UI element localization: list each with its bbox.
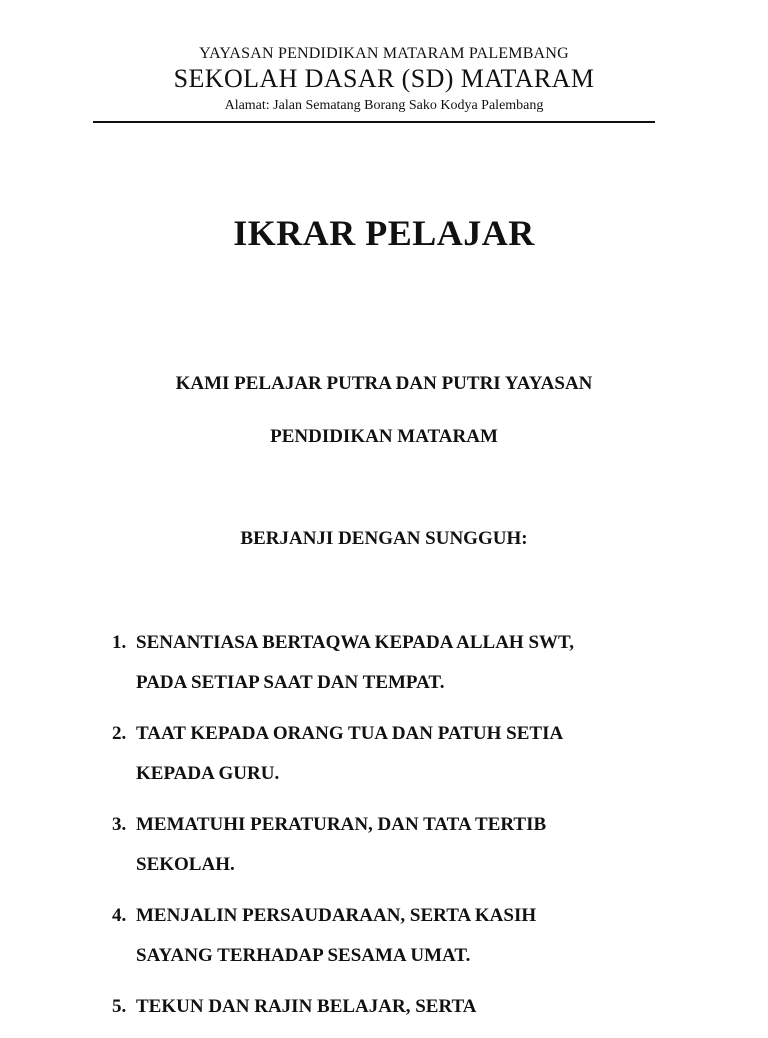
pledge-text-line-1: MENJALIN PERSAUDARAAN, SERTA KASIH [136,905,537,926]
pledge-item-5 [112,987,712,1027]
pledge-heading: BERJANJI DENGAN SUNGGUH: [240,528,528,549]
pledge-item-1 [112,623,712,703]
pledge-item-4 [112,896,712,976]
pledge-number: 1. [112,632,127,653]
pledge-text-line-1: MEMATUHI PERATURAN, DAN TATA TERTIB [136,814,547,835]
pledge-item-2 [112,714,712,794]
letterhead-divider [93,121,655,123]
pledge-number: 2. [112,723,127,744]
pledge-text-line-2: PADA SETIAP SAAT DAN TEMPAT. [136,672,445,693]
pledge-text-line-1: SENANTIASA BERTAQWA KEPADA ALLAH SWT, [136,632,575,653]
pledge-item-3 [112,805,712,885]
school-name: SEKOLAH DASAR (SD) MATARAM [173,64,595,93]
foundation-name: YAYASAN PENDIDIKAN MATARAM PALEMBANG [199,45,569,62]
pledge-list [112,623,712,1038]
pledge-number: 3. [112,814,127,835]
document-title: IKRAR PELAJAR [233,213,535,253]
intro-line-1: KAMI PELAJAR PUTRA DAN PUTRI YAYASAN [175,373,593,394]
pledge-text-line-1: TAAT KEPADA ORANG TUA DAN PATUH SETIA [136,723,564,744]
pledge-text-line-2: SAYANG TERHADAP SESAMA UMAT. [136,945,471,966]
intro-line-2: PENDIDIKAN MATARAM [270,426,498,447]
pledge-number: 5. [112,996,127,1017]
pledge-text-line-1: TEKUN DAN RAJIN BELAJAR, SERTA [136,996,477,1017]
pledge-text-line-2: SEKOLAH. [136,854,235,875]
pledge-number: 4. [112,905,127,926]
school-address: Alamat: Jalan Sematang Borang Sako Kodya Palembang [224,98,544,113]
pledge-text-line-2: KEPADA GURU. [136,763,280,784]
